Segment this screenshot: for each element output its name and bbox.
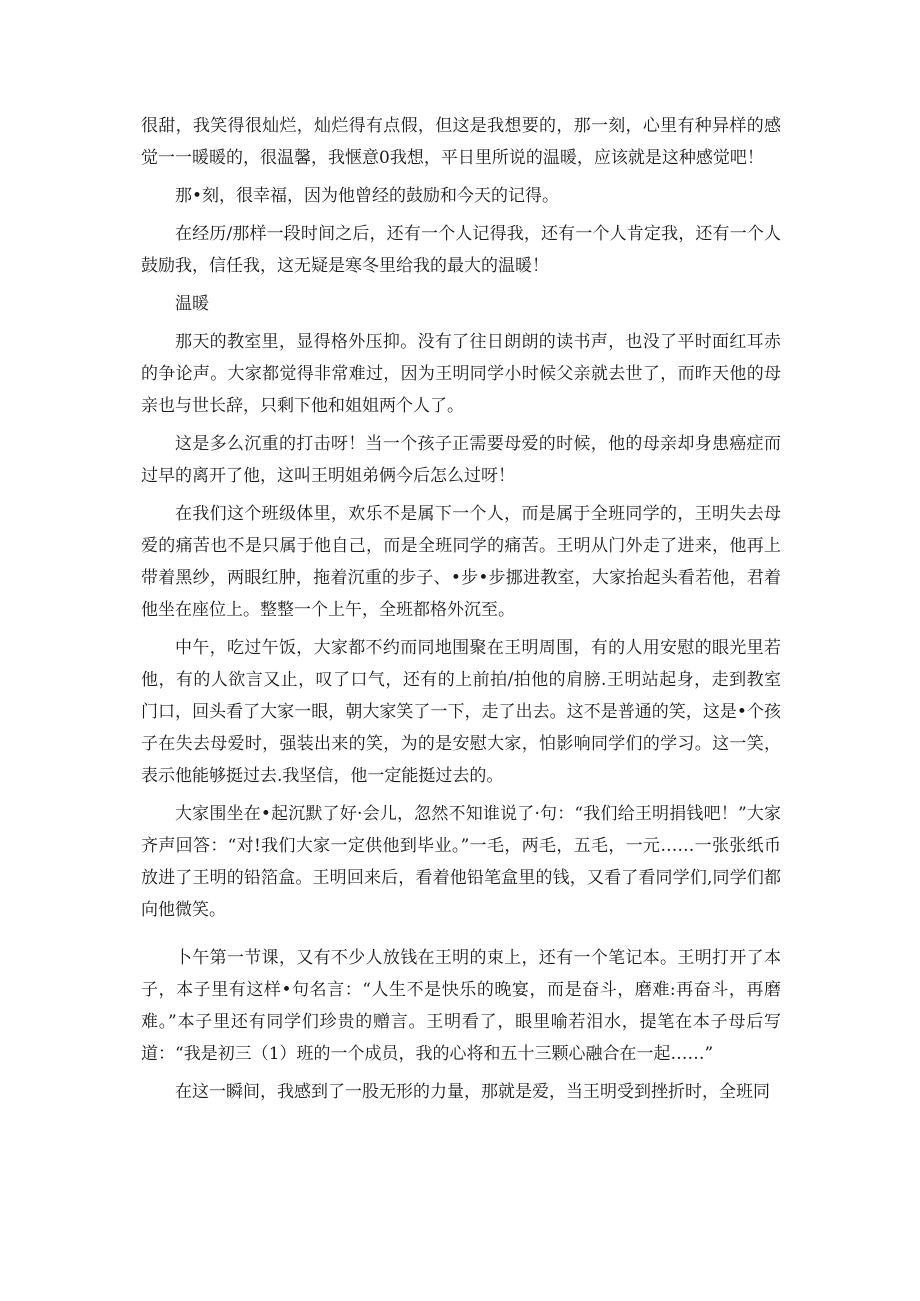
- paragraph-1: 很甜，我笑得很灿烂，灿烂得有点假，但这是我想要的，那一刻，心里有种异样的感觉一一暖暖的，很温馨，我惬意0我想，平日里所说的温暖，应该就是这种感觉吧！: [141, 116, 781, 168]
- document-body: [141, 110, 781, 1114]
- paragraph-8: 中午，吃过午饭，大家都不约而同地围聚在王明周围，有的人用安慰的眼光里若他，有的人欲言又止，叹了口气，还有的上前拍/拍他的肩膀.王明站起身，走到教室门口，回头看了大家一眼，朝大家笑了一下，走了出去。这不是普通的笑，这是•个孩子在失去母爱时，强装出来的笑，为的是安慰大家，怕影响同学们的学习。这一笑，表示他能够挺过去.我坚信，他一定能挺过去的。: [141, 638, 781, 786]
- paragraph-3: 在经历/那样一段时间之后，还有一个人记得我，还有一个人肯定我，还有一个人鼓励我，信任我，这无疑是寒冬里给我的最大的温暖！: [141, 224, 781, 276]
- paragraph-5: 那天的教室里，显得格外压抑。没有了往日朗朗的读书声，也没了平时面红耳赤的争论声。大家都觉得非常难过，因为王明同学小时候父亲就去世了，而昨天他的母亲也与世长辞，只剩下他和姐姐两个人了。: [141, 332, 781, 416]
- paragraph-7: 在我们这个班级体里，欢乐不是属下一个人，而是属于全班同学的，王明失去母爱的痛苦也不是只属于他自己，而是全班同学的痛苦。王明从门外走了进来，他再上带着黑纱，两眼红肿，拖着沉重的步子、•步•步挪进教室，大家抬起头看若他，君着他坐在座位上。整整一个上午，全班都格外沉至。: [141, 504, 781, 620]
- paragraph-11: 在这一瞬间，我感到了一股无形的力量，那就是爱，当王明受到挫折时，全班同: [175, 1082, 770, 1102]
- section-heading: 温暖: [175, 294, 209, 314]
- paragraph-6: 这是多么沉重的打击呀！当一个孩子正需要母爱的时候，他的母亲却身患癌症而过早的离开了他，这叫王明姐弟俩今后怎么过呀！: [141, 434, 781, 486]
- paragraph-2: 那•刻，很幸福，因为他曾经的鼓励和今天的记得。: [175, 186, 560, 206]
- paragraph-10: 卜午第一节课，又有不少人放钱在王明的束上，还有一个笔记本。王明打开了本子，本子里有这样•句名言：“人生不是快乐的晚宴，而是奋斗，磨难:再奋斗，再磨难。”本子里还有同学们珍贵的赠言。王明看了，眼里喻若泪水，提笔在本子母后写道：“我是初三（1）班的一个成员，我的心将和五十三颗心融合在一起……”: [141, 948, 781, 1064]
- paragraph-9: 大家围坐在•起沉默了好·会儿，忽然不知谁说了·句：“我们给王明捐钱吧！”大家齐声回答：“对!我们大家一定供他到毕业。”一毛，两毛，五毛，一元……一张张纸币放进了王明的铅箔盒。王明回来后，看着他铅笔盒里的钱，又看了看同学们,同学们都向他微笑。: [141, 804, 781, 920]
